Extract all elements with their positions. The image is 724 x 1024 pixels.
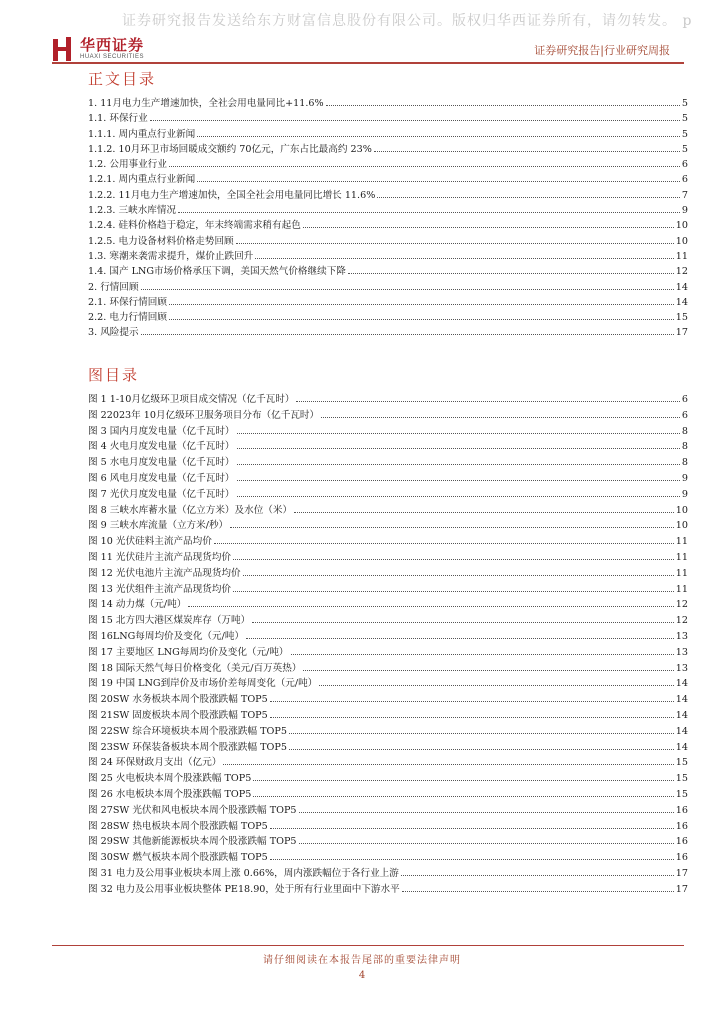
toc-leader-dots [299, 812, 674, 813]
toc-entry-page: 12 [675, 266, 688, 278]
toc-entry-label: 1.2.1. 周内重点行业新闻 [88, 174, 196, 186]
toc-entry-label: 1. 11月电力生产增速加快，全社会用电量同比+11.6% [88, 98, 324, 109]
header-divider [52, 62, 684, 64]
toc-entry-label: 图 11 光伏硅片主流产品现货均价 [88, 551, 232, 563]
toc-entry[interactable] [88, 771, 688, 787]
company-logo [52, 34, 144, 64]
toc-entry-page: 14 [675, 709, 688, 721]
toc-entry-label: 图 4 火电月度发电量（亿千瓦时） [88, 441, 235, 453]
toc-leader-dots [321, 417, 680, 418]
toc-entry-page: 15 [675, 312, 688, 324]
toc-leader-dots [243, 575, 674, 576]
toc-entry-label: 图 15 北方四大港区煤炭库存（万吨） [88, 615, 251, 627]
toc-entry[interactable] [88, 249, 688, 264]
toc-entry[interactable] [88, 582, 688, 598]
toc-entry-page: 17 [675, 883, 688, 895]
toc-entry[interactable] [88, 708, 688, 724]
toc-entry[interactable] [88, 280, 688, 295]
toc-leader-dots [236, 243, 674, 244]
toc-entry-label: 图 19 中国 LNG到岸价及市场价差每周变化（元/吨） [88, 678, 318, 690]
toc-entry[interactable] [88, 550, 688, 566]
toc-leader-dots [401, 875, 674, 876]
toc-entry-page: 8 [681, 425, 688, 437]
toc-entry-label: 图 3 国内月度发电量（亿千瓦时） [88, 425, 235, 437]
toc-entry-label: 图 5 水电月度发电量（亿千瓦时） [88, 457, 235, 469]
toc-entry-page: 11 [675, 536, 688, 548]
toc-entry-page: 9 [681, 472, 688, 484]
toc-entry-page: 11 [675, 551, 688, 563]
toc-entry-label: 3. 风险提示 [88, 327, 139, 339]
toc-entry-page: 7 [681, 189, 688, 201]
toc-entry-label: 图 6 风电月度发电量（亿千瓦时） [88, 472, 235, 484]
toc-entry-label: 2.1. 环保行情回顾 [88, 296, 167, 308]
toc-entry-label: 1.2. 公用事业行业 [88, 159, 167, 171]
toc-entry[interactable] [88, 597, 688, 613]
toc-entry-page: 8 [681, 457, 688, 469]
toc-leader-dots [253, 796, 673, 797]
toc-entry[interactable] [88, 264, 688, 279]
legal-notice: 请仔细阅读在本报告尾部的重要法律声明 [263, 955, 461, 966]
toc-entry-page: 14 [675, 725, 688, 737]
toc-leader-dots [214, 543, 674, 544]
toc-entry-label: 图 20SW 水务板块本周个股涨跌幅 TOP5 [88, 694, 268, 706]
toc-entry-label: 图 22SW 综合环境板块本周个股涨跌幅 TOP5 [88, 725, 287, 737]
toc-entry[interactable] [88, 740, 688, 756]
toc-leader-dots [246, 638, 674, 639]
toc-entry-page: 9 [681, 205, 688, 217]
toc-entry[interactable] [88, 755, 688, 771]
logo-cn-text: 华西证券 [80, 35, 145, 54]
toc-entry-label: 图 22023年 10月亿级环卫服务项目分布（亿千瓦时） [88, 409, 320, 421]
toc-entry-page: 12 [675, 615, 688, 627]
toc-entry-label: 1.2.3. 三峡水库情况 [88, 205, 177, 217]
toc-entry-page: 5 [681, 143, 688, 155]
toc-entry[interactable] [88, 629, 688, 645]
toc-leader-dots [255, 258, 674, 259]
watermark: 证券研究报告发送给东方财富信息股份有限公司。版权归华西证券所有，请勿转发。 p [122, 13, 693, 29]
toc-entry-page: 16 [675, 804, 688, 816]
toc-entry[interactable] [88, 157, 688, 172]
toc-leader-dots [197, 136, 680, 137]
toc-entry-page: 14 [675, 741, 688, 753]
toc-entry[interactable] [88, 645, 688, 661]
toc-entry-page: 9 [681, 488, 688, 500]
toc-entry-label: 图 23SW 环保装备板块本周个股涨跌幅 TOP5 [88, 741, 287, 753]
toc-entry[interactable] [88, 518, 688, 534]
toc-entry[interactable] [88, 234, 688, 249]
toc-leader-dots [188, 606, 673, 607]
toc-entry-page: 15 [675, 757, 688, 769]
toc-leader-dots [289, 733, 674, 734]
toc-entry-label: 1.3. 寒潮来袭需求提升，煤价止跌回升 [88, 250, 254, 262]
toc-leader-dots [237, 464, 680, 465]
toc-entry-page: 5 [681, 128, 688, 140]
toc-entry[interactable] [88, 455, 688, 471]
toc-entry-page: 16 [675, 852, 688, 864]
toc-leader-dots [150, 120, 680, 121]
huaxi-logo-icon [52, 36, 74, 62]
toc-entry-label: 图 18 国际天然气每日价格变化（美元/百万英热） [88, 662, 302, 674]
toc-entry[interactable] [88, 172, 688, 187]
toc-entry-page: 10 [675, 520, 688, 532]
toc-entry-label: 1.1. 环保行业 [88, 113, 148, 125]
toc-entry-label: 图 9 三峡水库流量（立方米/秒） [88, 520, 229, 532]
toc-entry-page: 13 [675, 630, 688, 642]
toc-entry[interactable] [88, 834, 688, 850]
text-toc-list [88, 96, 688, 341]
toc-leader-dots [223, 764, 673, 765]
toc-leader-dots [270, 859, 674, 860]
toc-entry-label: 图 24 环保财政月支出（亿元） [88, 757, 222, 769]
figure-toc-list [88, 392, 688, 898]
toc-entry-page: 13 [675, 662, 688, 674]
toc-leader-dots [348, 273, 674, 274]
toc-entry-label: 2.2. 电力行情回顾 [88, 312, 167, 324]
page-number: 4 [358, 970, 366, 981]
toc-leader-dots [303, 670, 673, 671]
toc-leader-dots [252, 622, 674, 623]
toc-entry[interactable] [88, 850, 688, 866]
toc-entry-label: 图 1 1-10月亿级环卫项目成交情况（亿千瓦时） [88, 394, 295, 405]
toc-entry[interactable] [88, 392, 688, 408]
toc-entry[interactable] [88, 295, 688, 310]
toc-entry-page: 6 [681, 159, 688, 171]
report-type-label: 证券研究报告|行业研究周报 [534, 44, 670, 57]
toc-entry[interactable] [88, 127, 688, 142]
toc-entry[interactable] [88, 676, 688, 692]
toc-entry-label: 2. 行情回顾 [88, 281, 139, 293]
toc-entry[interactable] [88, 439, 688, 455]
toc-entry-label: 图 17 主要地区 LNG每周均价及变化（元/吨） [88, 646, 289, 658]
toc-entry-page: 8 [681, 441, 688, 453]
toc-entry-label: 图 28SW 热电板块本周个股涨跌幅 TOP5 [88, 820, 268, 832]
toc-entry-page: 14 [675, 296, 688, 308]
toc-leader-dots [296, 401, 679, 402]
toc-leader-dots [291, 654, 674, 655]
toc-entry-page: 11 [675, 567, 688, 579]
toc-entry-page: 13 [675, 646, 688, 658]
toc-entry[interactable] [88, 819, 688, 835]
toc-entry[interactable] [88, 803, 688, 819]
toc-entry-label: 图 14 动力煤（元/吨） [88, 599, 187, 611]
toc-leader-dots [253, 780, 673, 781]
toc-entry-page: 10 [675, 504, 688, 516]
toc-entry-label: 1.1.2. 10月环卫市场回暖成交额约 70亿元，广东占比最高约 23% [88, 143, 372, 155]
toc-leader-dots [237, 480, 680, 481]
toc-entry-page: 15 [675, 788, 688, 800]
toc-entry-page: 6 [681, 174, 688, 186]
toc-entry-label: 图 26 水电板块本周个股涨跌幅 TOP5 [88, 788, 252, 800]
toc-entry-label: 1.4. 国产 LNG市场价格承压下调，美国天然气价格继续下降 [88, 266, 346, 278]
toc-entry-page: 14 [675, 694, 688, 706]
toc-entry-page: 11 [675, 583, 688, 595]
toc-leader-dots [294, 512, 674, 513]
toc-leader-dots [299, 843, 674, 844]
toc-leader-dots [169, 319, 674, 320]
toc-leader-dots [233, 559, 674, 560]
toc-entry[interactable] [88, 188, 688, 203]
toc-leader-dots [326, 105, 680, 106]
toc-leader-dots [237, 448, 680, 449]
footer-divider [52, 945, 684, 946]
toc-entry[interactable] [88, 142, 688, 157]
toc-entry-label: 图 31 电力及公用事业板块本周上涨 0.66%，周内涨跌幅位于各行业上游 [88, 867, 399, 879]
toc-entry-label: 图 10 光伏硅料主流产品均价 [88, 536, 212, 548]
toc-leader-dots [141, 289, 674, 290]
toc-entry-label: 图 7 光伏月度发电量（亿千瓦时） [88, 488, 235, 500]
toc-entry[interactable] [88, 613, 688, 629]
toc-entry-page: 16 [675, 836, 688, 848]
toc-leader-dots [230, 527, 674, 528]
toc-entry-page: 12 [675, 599, 688, 611]
toc-entry[interactable] [88, 218, 688, 233]
toc-entry-page: 14 [675, 281, 688, 293]
toc-leader-dots [319, 685, 673, 686]
figure-toc-title: 图目录 [88, 366, 140, 384]
toc-entry-label: 图 8 三峡水库蓄水量（亿立方米）及水位（米） [88, 504, 293, 516]
toc-entry[interactable] [88, 661, 688, 677]
toc-entry-label: 1.1.1. 周内重点行业新闻 [88, 128, 196, 140]
toc-leader-dots [374, 151, 680, 152]
toc-entry[interactable] [88, 111, 688, 126]
toc-entry[interactable] [88, 424, 688, 440]
toc-entry-label: 图 13 光伏组件主流产品现货均价 [88, 583, 232, 595]
toc-entry-page: 6 [681, 409, 688, 421]
toc-entry-label: 1.2.5. 电力设备材料价格走势回顾 [88, 235, 234, 247]
toc-entry[interactable] [88, 487, 688, 503]
toc-entry-label: 1.2.4. 硅料价格趋于稳定，年末终端需求稍有起色 [88, 220, 301, 232]
toc-entry-page: 5 [681, 113, 688, 125]
toc-entry-label: 1.2.2. 11月电力生产增速加快，全国全社会用电量同比增长 11.6% [88, 189, 376, 201]
toc-entry-page: 5 [681, 98, 688, 109]
toc-entry[interactable] [88, 866, 688, 882]
text-toc-title: 正文目录 [88, 70, 157, 88]
toc-entry-page: 15 [675, 773, 688, 785]
toc-entry-page: 14 [675, 678, 688, 690]
toc-entry-page: 6 [681, 394, 688, 405]
toc-leader-dots [270, 828, 674, 829]
toc-entry-label: 图 29SW 其他新能源板块本周个股涨跌幅 TOP5 [88, 836, 297, 848]
toc-entry-page: 17 [675, 327, 688, 339]
logo-en-text: HUAXI SECURITIES [80, 53, 145, 60]
toc-entry-page: 11 [675, 250, 688, 262]
toc-leader-dots [237, 496, 680, 497]
toc-entry[interactable] [88, 724, 688, 740]
toc-entry-label: 图 30SW 燃气板块本周个股涨跌幅 TOP5 [88, 852, 268, 864]
toc-entry-label: 图 12 光伏电池片主流产品现货均价 [88, 567, 241, 579]
toc-entry[interactable] [88, 96, 688, 111]
toc-entry-label: 图 21SW 固废板块本周个股涨跌幅 TOP5 [88, 709, 268, 721]
toc-entry-label: 图 25 火电板块本周个股涨跌幅 TOP5 [88, 773, 252, 785]
toc-leader-dots [289, 749, 674, 750]
toc-leader-dots [377, 197, 680, 198]
toc-entry[interactable] [88, 503, 688, 519]
toc-leader-dots [237, 433, 680, 434]
toc-leader-dots [141, 334, 674, 335]
toc-leader-dots [178, 212, 680, 213]
toc-leader-dots [197, 181, 680, 182]
toc-leader-dots [169, 166, 680, 167]
toc-leader-dots [270, 701, 674, 702]
toc-entry[interactable] [88, 471, 688, 487]
toc-leader-dots [402, 891, 674, 892]
toc-entry[interactable] [88, 203, 688, 218]
toc-leader-dots [169, 304, 674, 305]
toc-entry[interactable] [88, 534, 688, 550]
toc-entry[interactable] [88, 325, 688, 340]
toc-entry[interactable] [88, 787, 688, 803]
toc-leader-dots [303, 227, 674, 228]
toc-leader-dots [270, 717, 674, 718]
toc-entry-page: 10 [675, 235, 688, 247]
toc-entry-label: 图 27SW 光伏和风电板块本周个股涨跌幅 TOP5 [88, 804, 297, 816]
toc-leader-dots [233, 591, 674, 592]
toc-entry-page: 16 [675, 820, 688, 832]
toc-entry-label: 图 16LNG每周均价及变化（元/吨） [88, 630, 245, 642]
toc-entry[interactable] [88, 566, 688, 582]
toc-entry-label: 图 32 电力及公用事业板块整体 PE18.90，处于所有行业里面中下游水平 [88, 883, 400, 895]
toc-entry[interactable] [88, 408, 688, 424]
toc-entry-page: 10 [675, 220, 688, 232]
toc-entry[interactable] [88, 882, 688, 898]
toc-entry[interactable] [88, 692, 688, 708]
toc-entry-page: 17 [675, 867, 688, 879]
toc-entry[interactable] [88, 310, 688, 325]
